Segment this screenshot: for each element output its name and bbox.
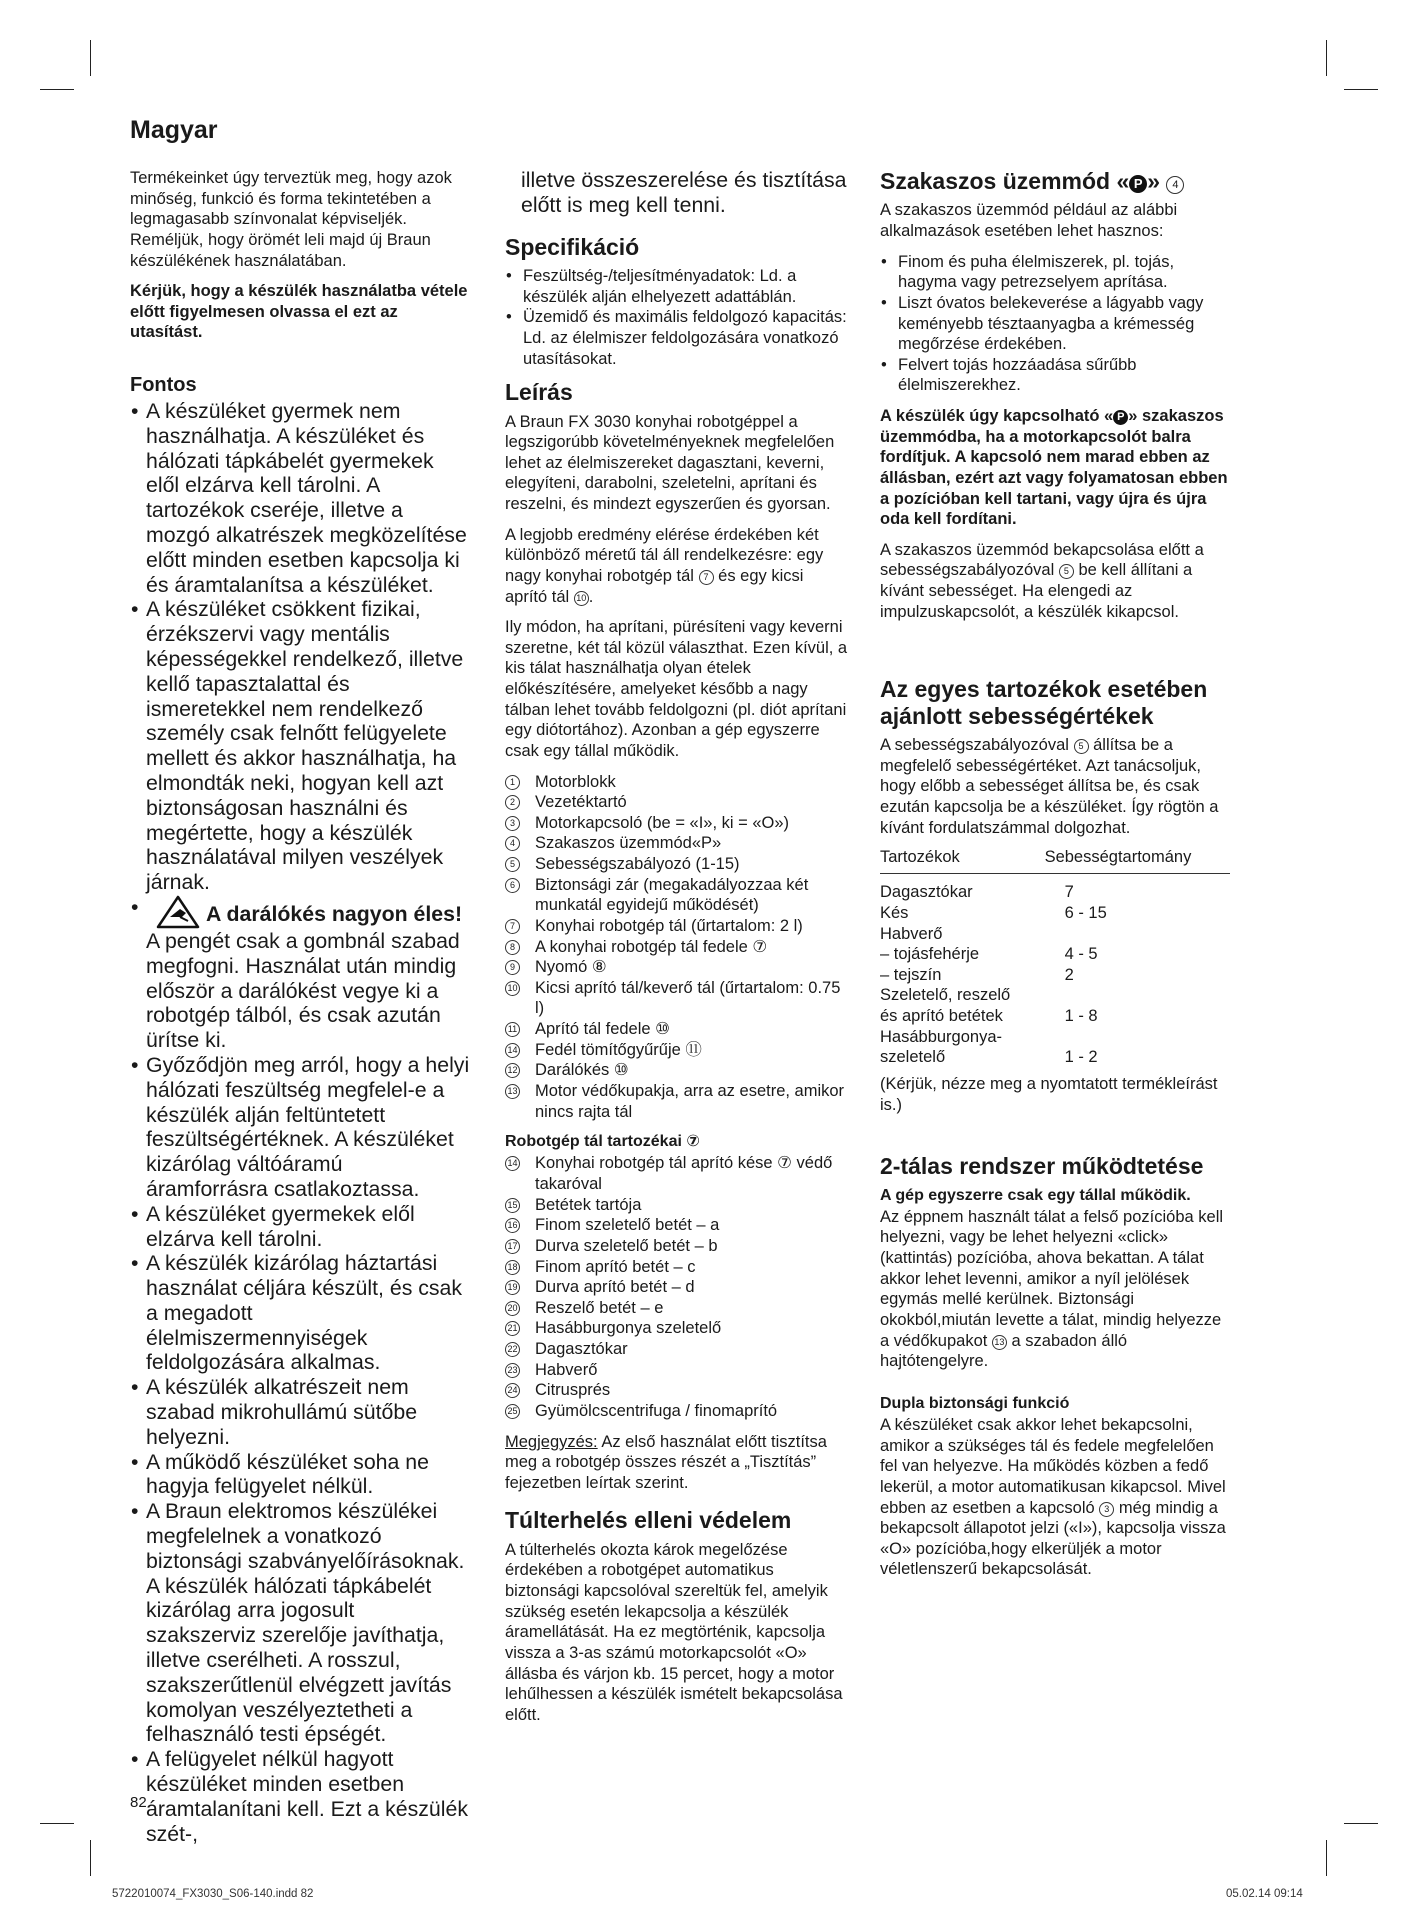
list-item: 20 Reszelő betét – e xyxy=(505,1298,850,1319)
table-row xyxy=(880,903,1230,924)
ref-number: 18 xyxy=(505,1260,520,1275)
list-item: 7 Konyhai robotgép tál (űrtartalom: 2 l) xyxy=(505,916,850,937)
list-item: • A készüléket gyermek nem használhatja. A készüléket és hálózati tápkábelét gyermekek elől elzárva kell tárolni. A tartozékok cseréje, illetve a mozgó alkatrészek megközelítése előtt minden esetben kapcsolja ki és áramtalanítsa a készüléket. xyxy=(130,399,470,597)
accessory-cell: Dagasztókar xyxy=(880,883,973,902)
intro-bold-paragraph: Kérjük, hogy a készülék használatba vétele előtt figyelmesen olvassa el ezt az utasítást. xyxy=(130,282,468,342)
accessories-heading: Robotgép tál tartozékai ⑦ xyxy=(505,1133,700,1151)
speed-heading: Az egyes tartozékok esetében ajánlott sebességértékek xyxy=(880,676,1208,729)
ref-number: 21 xyxy=(505,1321,520,1336)
list-item: 13 Motor védőkupakja, arra az esetre, amikor nincs rajta tál xyxy=(505,1081,850,1122)
list-item: • Finom és puha élelmiszerek, pl. tojás, hagyma vagy petrezselyem aprítása. xyxy=(880,252,1230,293)
ref-number: 13 xyxy=(505,1084,520,1099)
fontos-list xyxy=(130,399,470,1846)
ref-number: 11 xyxy=(505,1022,520,1037)
leiras-paragraph: A legjobb eredmény elérése érdekében két különböző méretű tál áll rendelkezésre: egy nagy konyhai robotgép tál 7 és egy kicsi aprító tál 10 . xyxy=(505,525,824,606)
speed-cell: 1 - 8 xyxy=(1064,1007,1098,1026)
table-row xyxy=(880,1006,1230,1027)
table-row xyxy=(880,965,1230,986)
ref-number: 14 xyxy=(505,1043,520,1058)
ref-number: 5 xyxy=(1059,564,1074,579)
crop-mark xyxy=(40,1823,74,1824)
column-2 xyxy=(505,168,850,1735)
crop-mark xyxy=(1326,40,1327,76)
fontos-heading: Fontos xyxy=(130,374,197,396)
list-item: • A készüléket csökkent fizikai, érzékszervi vagy mentális képességekkel rendelkező, illetve kellő tapasztalattal és ismeretekkel nem rendelkező személy csak felnőtt felügyelete mellett és akkor használhatja, ha elmondták neki, hogyan kell azt biztonságosan használni és megértette, hogy a készülék használatával milyen veszélyek járnak. xyxy=(130,597,470,895)
list-item: 8 A konyhai robotgép tál fedele ⑦ xyxy=(505,937,850,958)
column-3 xyxy=(880,168,1230,1590)
list-item: 5 Sebességszabályozó (1-15) xyxy=(505,854,850,875)
list-item: • A működő készüléket soha ne hagyja felügyelet nélkül. xyxy=(130,1450,470,1500)
page-number: 82 xyxy=(130,1794,147,1811)
ref-number: 4 xyxy=(505,836,520,851)
safety-subheading: Dupla biztonsági funkció xyxy=(880,1394,1070,1412)
ref-number: 7 xyxy=(699,570,714,585)
ref-number: 4 xyxy=(1166,176,1184,194)
accessory-cell: Hasábburgonya- xyxy=(880,1027,1002,1046)
table-header: Sebességtartomány xyxy=(1045,848,1230,874)
table-note: (Kérjük, nézze meg a nyomtatott termékleírást is.) xyxy=(880,1074,1218,1114)
list-item: • Felvert tojás hozzáadása sűrűbb élelmiszerekhez. xyxy=(880,355,1230,396)
warning-text: A pengét csak a gombnál szabad megfogni. Használat után mindig először a darálókést vegye ki a robotgép tálból, és csak azután ürítse ki. xyxy=(146,928,460,1053)
pulse-p-icon: P xyxy=(1113,410,1128,425)
list-item: • Üzemidő és maximális feldolgozó kapacitás: Ld. az élelmiszer feldolgozására vonatkozó utasításokat. xyxy=(505,307,850,369)
list-item: 12 Darálókés ⑩ xyxy=(505,1060,850,1081)
overload-paragraph: A túlterhelés okozta károk megelőzése érdekében a robotgépet automatikus biztonsági kapcsolóval szereltük fel, amelyik szükség esetén lekapcsolja a készülék áramellátását. Ha ez megtörténik, kapcsolja vissza a 3-as számú motorkapcsolót «O» állásba és várjon kb. 15 percet, hogy a motor lehűlhessen a készülék ismételt bekapcsolása előtt. xyxy=(505,1540,843,1724)
crop-mark xyxy=(90,1840,91,1876)
list-item: 25 Gyümölcscentrifuga / finomaprító xyxy=(505,1401,850,1422)
pulse-bold-paragraph: A készülék úgy kapcsolható « P » szakaszos üzemmódba, ha a motorkapcsolót balra fordítjuk. A kapcsoló nem marad ebben az állásban, ezért azt vagy folyamatosan ebben a pozícióban kell tartani, vagy újra és újra oda kell fordítani. xyxy=(880,407,1228,529)
list-item: • A készüléket gyermekek elől elzárva kell tárolni. xyxy=(130,1202,470,1252)
list-item: 22 Dagasztókar xyxy=(505,1339,850,1360)
list-item: 16 Finom szeletelő betét – a xyxy=(505,1215,850,1236)
ref-number: 15 xyxy=(505,1198,520,1213)
spec-list xyxy=(505,266,850,369)
twobowl-subheading: A gép egyszerre csak egy tállal működik. xyxy=(880,1186,1191,1204)
list-item: 17 Durva szeletelő betét – b xyxy=(505,1236,850,1257)
intro-paragraph: Termékeinket úgy terveztük meg, hogy azok minőség, funkció és forma tekintetében a legmagasabb színvonalat képviseljék. Reméljük, hogy örömét leli majd új Braun készülékének használatában. xyxy=(130,169,452,270)
crop-mark xyxy=(1326,1840,1327,1876)
ref-number: 22 xyxy=(505,1342,520,1357)
list-item: 23 Habverő xyxy=(505,1360,850,1381)
pulse-heading: Szakaszos üzemmód « P » 4 xyxy=(880,168,1230,194)
page-title: Magyar xyxy=(130,116,218,144)
list-item: 21 Hasábburgonya szeletelő xyxy=(505,1318,850,1339)
ref-number: 6 xyxy=(505,878,520,893)
list-item: 24 Citrusprés xyxy=(505,1380,850,1401)
ref-number: 17 xyxy=(505,1239,520,1254)
leiras-paragraph: Ily módon, ha aprítani, pürésíteni vagy keverni szeretne, két tál közül választhat. Ezen kívül, a kis tálat használhatja olyan ételek előkészítésére, amelyeket később a nagy tálban lehet tovább feldolgozni (pl. diót aprítani egy diótortához). Azonban a gép egyszerre csak egy tállal működik. xyxy=(505,618,848,760)
speed-cell: 1 - 2 xyxy=(1064,1048,1098,1067)
warning-bold-text: A darálókés nagyon éles! xyxy=(206,901,463,926)
pulse-list xyxy=(880,252,1230,396)
list-item: • A készülék kizárólag háztartási használat céljára készült, és csak a megadott élelmiszermennyiségek feldolgozására alkalmas. xyxy=(130,1251,470,1375)
speed-cell xyxy=(1045,985,1230,1006)
spec-heading: Specifikáció xyxy=(505,233,640,260)
ref-number: 3 xyxy=(505,816,520,831)
crop-mark xyxy=(40,89,74,90)
pulse-paragraph: A szakaszos üzemmód bekapcsolása előtt a sebességszabályozóval 5 be kell állítani a kívánt sebességet. Ha elengedi az impulzuskapcsolót, a készülék kikapcsol. xyxy=(880,540,1204,621)
ref-number: 23 xyxy=(505,1363,520,1378)
list-item: • Feszültség-/teljesítményadatok: Ld. a készülék alján elhelyezett adattáblán. xyxy=(505,266,850,307)
list-item: 3 Motorkapcsoló (be = «I», ki = «O») xyxy=(505,813,850,834)
crop-mark xyxy=(90,40,91,76)
warning-item xyxy=(130,895,470,1053)
list-item: 10 Kicsi aprító tál/keverő tál (űrtartalom: 0.75 l) xyxy=(505,978,850,1019)
list-item: 11 Aprító tál fedele ⑩ xyxy=(505,1019,850,1040)
safety-paragraph: A készüléket csak akkor lehet bekapcsolni, amikor a szükséges tál és fedele megfelelően fel van helyezve. Ha működés közben a fedő lekerül, a motor automatikusan kikapcsol. Mivel ebben az esetben a kapcsoló 3 még mindig a bekapcsolt állapotot jelzi («I»), kapcsolja vissza «O» pozícióba,hogy elkerüljék a motor véletlenszerű bekapcsolását. xyxy=(880,1416,1226,1579)
leiras-paragraph: A Braun FX 3030 konyhai robotgéppel a legszigorúbb követelményeknek megfelelően lehet az élelmiszereket dagasztani, keverni, elegyíteni, darabolni, szeletelni, aprítani és reszelni, és mindezt egyszerűen és gyorsan. xyxy=(505,412,835,514)
list-item: 14 Konyhai robotgép tál aprító kése ⑦ védő takaróval xyxy=(505,1153,850,1194)
accessory-cell: Habverő xyxy=(880,924,943,943)
table-row xyxy=(880,1047,1230,1068)
speed-paragraph: A sebességszabályozóval 5 állítsa be a megfelelő sebességértéket. Azt tanácsoljuk, hogy előbb a sebességet állítsa be, és csak ezután kapcsolja be a készüléket. Így rögtön a kívánt fordulatszámmal dolgozhat. xyxy=(880,736,1219,837)
ref-number: 10 xyxy=(505,981,520,996)
table-header: Tartozékok xyxy=(880,848,1045,874)
ref-number: 8 xyxy=(505,940,520,955)
ref-number: 1 xyxy=(505,775,520,790)
crop-mark xyxy=(1344,1823,1378,1824)
parts-list xyxy=(505,772,850,1123)
twobowl-paragraph: Az éppnem használt tálat a felső pozícióba kell helyezni, vagy be lehet helyezni «click» (kattintás) pozícióba, ahova bekattan. A tálat akkor lehet levenni, amikor a nyíl jelölések egymás mellé kerülnek. Biztonsági okokból,miután levette a tálat, mindig helyezze a védőkupakot 13 a szabadon álló hajtótengelyre. xyxy=(880,1207,1224,1371)
list-item: • A felügyelet nélkül hagyott készüléket minden esetben áramtalanítani kell. Ezt a készülék szét-, xyxy=(130,1747,470,1846)
speed-table xyxy=(880,848,1230,1068)
list-item: 14 Fedél tömítőgyűrűje ⑪ xyxy=(505,1040,850,1061)
table-row xyxy=(880,924,1230,945)
overload-heading: Túlterhelés elleni védelem xyxy=(505,1507,792,1534)
pulse-p-icon: P xyxy=(1129,175,1147,193)
ref-number: 19 xyxy=(505,1280,520,1295)
continuation-text: illetve összeszerelése és tisztítása előtt is meg kell tenni. xyxy=(521,168,847,217)
ref-number: 13 xyxy=(992,1335,1007,1350)
table-row xyxy=(880,944,1230,965)
list-item: • Liszt óvatos belekeverése a lágyabb vagy keményebb tésztaanyagba a krémesség megőrzése érdekében. xyxy=(880,293,1230,355)
list-item: 15 Betétek tartója xyxy=(505,1195,850,1216)
list-item: • A Braun elektromos készülékei megfelelnek a vonatkozó biztonsági szabványelőírásoknak. A készülék hálózati tápkábelét kizárólag arra jogosult szakszerviz szerelője javíthatja, illetve cserélheti. A rosszul, szakszerűtlenül elvégzett javítás komolyan veszélyeztetheti a felhasználó testi épségét. xyxy=(130,1499,470,1747)
ref-number: 12 xyxy=(505,1063,520,1078)
speed-cell: 6 - 15 xyxy=(1064,903,1107,922)
ref-number: 2 xyxy=(505,795,520,810)
list-item: 19 Durva aprító betét – d xyxy=(505,1277,850,1298)
speed-cell xyxy=(1045,924,1230,945)
ref-number: 10 xyxy=(574,591,589,606)
twobowl-heading: 2-tálas rendszer működtetése xyxy=(880,1153,1204,1180)
ref-number: 20 xyxy=(505,1301,520,1316)
list-item: 18 Finom aprító betét – c xyxy=(505,1257,850,1278)
accessory-cell: – tejszín xyxy=(880,965,942,984)
table-row xyxy=(880,1027,1230,1048)
ref-number: 3 xyxy=(1099,1502,1114,1517)
list-item: 4 Szakaszos üzemmód«P» xyxy=(505,833,850,854)
speed-cell: 7 xyxy=(1064,883,1074,902)
ref-number: 24 xyxy=(505,1383,520,1398)
footer-file: 5722010074_FX3030_S06-140.indd 82 xyxy=(112,1888,314,1900)
speed-cell: 4 - 5 xyxy=(1064,945,1098,964)
footer-date: 05.02.14 09:14 xyxy=(1226,1888,1303,1900)
accessories-list xyxy=(505,1153,850,1421)
accessory-cell: Szeletelő, reszelő xyxy=(880,986,1011,1005)
leiras-heading: Leírás xyxy=(505,379,573,406)
list-item: • A készülék alkatrészeit nem szabad mikrohullámú sütőbe helyezni. xyxy=(130,1375,470,1449)
speed-cell xyxy=(1045,1027,1230,1048)
accessory-cell: – tojásfehérje xyxy=(880,945,980,964)
column-1 xyxy=(130,168,470,1846)
ref-number: 14 xyxy=(505,1156,520,1171)
note-paragraph: Megjegyzés: Az első használat előtt tisztítsa meg a robotgép összes részét a „Tisztítás” fejezetben leírtak szerint. xyxy=(505,1432,827,1492)
ref-number: 5 xyxy=(1074,739,1089,754)
ref-number: 9 xyxy=(505,960,520,975)
note-label: Megjegyzés: xyxy=(505,1432,598,1451)
speed-cell: 2 xyxy=(1064,965,1074,984)
ref-number: 25 xyxy=(505,1404,520,1419)
list-item: 2 Vezetéktartó xyxy=(505,792,850,813)
accessory-cell: és aprító betétek xyxy=(880,1007,1003,1026)
list-item: 6 Biztonsági zár (megakadályozzaa két munkatál egyidejű működését) xyxy=(505,875,850,916)
table-row xyxy=(880,874,1230,903)
list-item: 1 Motorblokk xyxy=(505,772,850,793)
accessory-cell: szeletelő xyxy=(880,1048,946,1067)
table-row xyxy=(880,985,1230,1006)
warning-blade-icon xyxy=(156,895,200,929)
ref-number: 16 xyxy=(505,1218,520,1233)
ref-number: 5 xyxy=(505,857,520,872)
list-item: 9 Nyomó ⑧ xyxy=(505,957,850,978)
list-item: • Győződjön meg arról, hogy a helyi hálózati feszültség megfelel-e a készülék alján feltüntetett feszültségértéknek. A készüléket kizárólag váltóáramú áramforrásra csatlakoztassa. xyxy=(130,1053,470,1202)
ref-number: 7 xyxy=(505,919,520,934)
crop-mark xyxy=(1344,89,1378,90)
pulse-intro: A szakaszos üzemmód például az alábbi alkalmazások esetében lehet hasznos: xyxy=(880,201,1178,241)
accessory-cell: Kés xyxy=(880,903,909,922)
